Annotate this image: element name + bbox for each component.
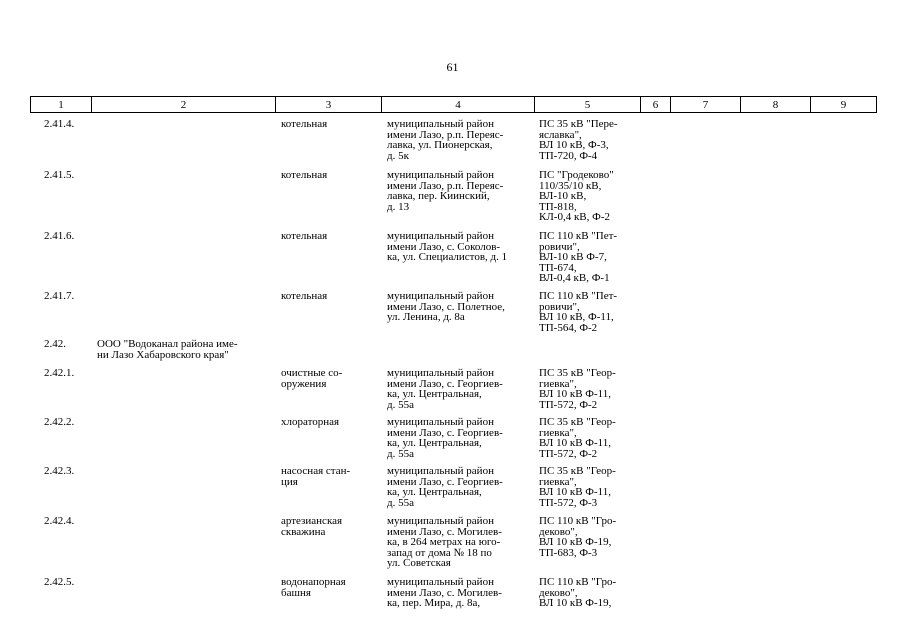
column-header: 4 xyxy=(382,97,535,113)
cell-text-line: гиевка", xyxy=(539,377,577,390)
cell-text-line: деково", xyxy=(539,586,578,599)
cell-text-line: ВЛ 10 кВ Ф-11, xyxy=(539,388,612,400)
address-cell xyxy=(387,231,507,263)
column-header: 5 xyxy=(535,97,641,113)
cell-text-line: КЛ-0,4 кВ, Ф-2 xyxy=(539,211,610,223)
cell-text-line: ТП-818, xyxy=(539,200,577,213)
row-number: 2.41.4. xyxy=(44,118,75,130)
power-source-cell xyxy=(539,291,617,333)
cell-text-line: запад от дома № 18 по xyxy=(387,546,492,559)
object-cell xyxy=(281,119,327,130)
cell-text-line: 110/35/10 кВ, xyxy=(539,179,602,192)
row-number: 2.42.5. xyxy=(44,576,75,588)
cell-text-line: гиевка", xyxy=(539,475,577,488)
column-header-row xyxy=(31,97,877,113)
address-cell xyxy=(387,119,503,161)
address-cell xyxy=(387,368,503,410)
row-number: 2.42.1. xyxy=(44,367,75,379)
cell-text-line: ПС 110 кВ "Гро- xyxy=(539,576,617,588)
cell-text-line: муниципальный район xyxy=(387,416,494,428)
cell-text-line: ул. Советская xyxy=(387,557,451,569)
cell-text-line: муниципальный район xyxy=(387,515,494,527)
cell-text-line: насосная стан- xyxy=(281,465,351,477)
cell-text-line: ВЛ 10 кВ, Ф-3, xyxy=(539,139,609,151)
cell-text-line: имени Лазо, с. Соколов- xyxy=(387,240,501,253)
row-number: 2.41.6. xyxy=(44,230,75,242)
column-header: 6 xyxy=(641,97,671,113)
object-cell xyxy=(281,516,342,537)
column-header: 3 xyxy=(276,97,382,113)
cell-text-line: имени Лазо, с. Полетное, xyxy=(387,300,505,313)
cell-text-line: лавка, ул. Пионерская, xyxy=(387,139,493,151)
cell-text-line: ПС 35 кВ "Геор- xyxy=(539,367,616,379)
cell-text-line: д. 55а xyxy=(387,447,414,460)
cell-text-line: муниципальный район xyxy=(387,465,494,477)
cell-text-line: ТП-683, Ф-3 xyxy=(539,546,598,559)
cell-text-line: ция xyxy=(281,475,298,488)
cell-text-line: ПС 35 кВ "Геор- xyxy=(539,416,616,428)
column-header: 2 xyxy=(92,97,276,113)
cell-text-line: имени Лазо, с. Георгиев- xyxy=(387,475,503,488)
cell-text-line: ТП-720, Ф-4 xyxy=(539,149,598,162)
cell-text-line: муниципальный район xyxy=(387,230,494,242)
cell-text-line: котельная xyxy=(281,230,328,242)
cell-text-line: муниципальный район xyxy=(387,576,494,588)
row-number: 2.41.5. xyxy=(44,169,75,181)
cell-text-line: котельная xyxy=(281,169,328,181)
cell-text-line: имени Лазо, р.п. Переяс- xyxy=(387,128,504,141)
row-number: 2.41.7. xyxy=(44,290,75,302)
cell-text-line: очистные со- xyxy=(281,367,343,379)
cell-text-line: ПС 110 кВ "Гро- xyxy=(539,515,617,527)
cell-text-line: оружения xyxy=(281,377,327,390)
cell-text-line: деково", xyxy=(539,525,578,538)
cell-text-line: имени Лазо, с. Могилев- xyxy=(387,586,502,599)
power-source-cell xyxy=(539,516,616,558)
address-cell xyxy=(387,170,503,212)
row-number: 2.42.3. xyxy=(44,465,75,477)
object-cell xyxy=(281,577,346,598)
power-source-cell xyxy=(539,119,618,161)
object-cell xyxy=(281,368,342,389)
address-cell xyxy=(387,516,502,569)
cell-text-line: скважина xyxy=(281,525,326,538)
cell-text-line: ПС 110 кВ "Пет- xyxy=(539,230,618,242)
cell-text-line: ПС "Гродеково" xyxy=(539,169,614,181)
column-header: 1 xyxy=(31,97,92,113)
column-header: 8 xyxy=(741,97,811,113)
cell-text-line: ВЛ 10 кВ Ф-11, xyxy=(539,437,612,449)
cell-text-line: ка, ул. Специалистов, д. 1 xyxy=(387,251,508,263)
cell-text-line: д. 5к xyxy=(387,149,409,162)
cell-text-line: котельная xyxy=(281,118,328,130)
power-source-cell xyxy=(539,368,616,410)
cell-text-line: яславка", xyxy=(539,128,582,141)
cell-text-line: ка, ул. Центральная, xyxy=(387,437,482,449)
power-source-cell xyxy=(539,170,614,223)
cell-text-line: ка, в 264 метрах на юго- xyxy=(387,536,501,548)
power-source-cell xyxy=(539,417,616,459)
address-cell xyxy=(387,291,505,323)
cell-text-line: ТП-572, Ф-2 xyxy=(539,398,598,411)
cell-text-line: ка, пер. Мира, д. 8а, xyxy=(387,597,481,609)
cell-text-line: муниципальный район xyxy=(387,290,494,302)
cell-text-line: ПС 110 кВ "Пет- xyxy=(539,290,618,302)
power-source-cell xyxy=(539,231,617,284)
cell-text-line: имени Лазо, с. Могилев- xyxy=(387,525,502,538)
cell-text-line: ТП-572, Ф-3 xyxy=(539,496,598,509)
object-cell xyxy=(281,231,327,242)
cell-text-line: ТП-564, Ф-2 xyxy=(539,321,598,334)
column-header: 9 xyxy=(811,97,877,113)
cell-text-line: хлораторная xyxy=(281,416,340,428)
cell-text-line: имени Лазо, с. Георгиев- xyxy=(387,377,503,390)
cell-text-line: ВЛ 10 кВ, Ф-11, xyxy=(539,311,614,323)
cell-text-line: котельная xyxy=(281,290,328,302)
cell-text-line: ВЛ 10 кВ Ф-19, xyxy=(539,536,612,548)
cell-text-line: ТП-572, Ф-2 xyxy=(539,447,598,460)
cell-text-line: муниципальный район xyxy=(387,118,494,130)
cell-text-line: артезианская xyxy=(281,515,343,527)
page-number: 61 xyxy=(446,60,459,74)
address-cell xyxy=(387,417,503,459)
cell-text-line: водонапорная xyxy=(281,576,346,588)
cell-text-line: ВЛ-10 кВ, xyxy=(539,190,587,202)
power-source-cell xyxy=(539,466,616,508)
row-number: 2.42.4. xyxy=(44,515,75,527)
cell-text-line: муниципальный район xyxy=(387,169,494,181)
cell-text-line: д. 55а xyxy=(387,496,414,509)
cell-text-line: лавка, пер. Киинский, xyxy=(387,190,490,202)
cell-text-line: гиевка", xyxy=(539,426,577,439)
cell-text-line: ровичи", xyxy=(539,300,580,313)
cell-text-line: имени Лазо, с. Георгиев- xyxy=(387,426,503,439)
object-cell xyxy=(281,170,327,181)
cell-text-line: ТП-674, xyxy=(539,261,577,274)
object-cell xyxy=(281,466,350,487)
column-header: 7 xyxy=(671,97,741,113)
cell-text-line: ровичи", xyxy=(539,240,580,253)
cell-text-line: ни Лазо Хабаровского края" xyxy=(97,348,229,361)
cell-text-line: ка, ул. Центральная, xyxy=(387,388,482,400)
cell-text-line: ВЛ-10 кВ Ф-7, xyxy=(539,251,607,263)
cell-text-line: ВЛ 10 кВ Ф-19, xyxy=(539,597,612,609)
object-cell xyxy=(281,291,327,302)
cell-text-line: ПС 35 кВ "Геор- xyxy=(539,465,616,477)
address-cell xyxy=(387,577,502,609)
object-cell xyxy=(281,417,339,428)
row-number: 2.42. xyxy=(44,338,66,350)
cell-text-line: ПС 35 кВ "Пере- xyxy=(539,118,618,130)
cell-text-line: муниципальный район xyxy=(387,367,494,379)
cell-text-line: д. 13 xyxy=(387,200,410,213)
power-source-cell xyxy=(539,577,616,609)
cell-text-line: имени Лазо, р.п. Переяс- xyxy=(387,179,504,192)
organization-cell xyxy=(97,339,238,360)
row-number: 2.42.2. xyxy=(44,416,75,428)
cell-text-line: ООО "Водоканал района име- xyxy=(97,338,238,350)
cell-text-line: д. 55а xyxy=(387,398,414,411)
cell-text-line: ВЛ 10 кВ Ф-11, xyxy=(539,486,612,498)
cell-text-line: ул. Ленина, д. 8а xyxy=(387,311,465,323)
column-header-table xyxy=(30,96,877,113)
cell-text-line: ВЛ-0,4 кВ, Ф-1 xyxy=(539,272,610,284)
cell-text-line: ка, ул. Центральная, xyxy=(387,486,482,498)
cell-text-line: башня xyxy=(281,586,311,599)
address-cell xyxy=(387,466,503,508)
